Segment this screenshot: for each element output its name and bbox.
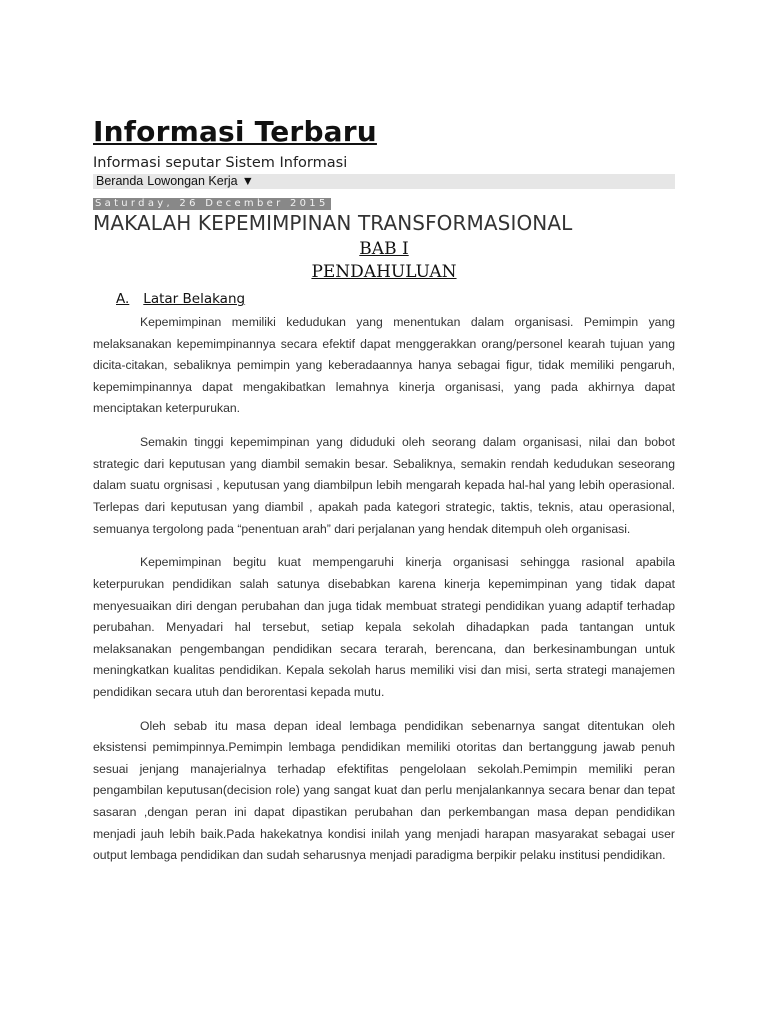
section-label: Latar Belakang: [143, 291, 246, 307]
site-description: Informasi seputar Sistem Informasi: [93, 155, 348, 171]
chapter-title: PENDAHULUAN: [311, 262, 457, 282]
post-title: MAKALAH KEPEMIMPINAN TRANSFORMASIONAL: [93, 211, 573, 235]
site-title[interactable]: Informasi Terbaru: [93, 115, 377, 148]
paragraph: Semakin tinggi kepemimpinan yang diduduki oleh seorang dalam organisasi, nilai dan bobot strategic dari keputusan yang diambil semakin besar. Sebaliknya, semakin rendah kedudukan seseorang dalam suatu orgnisasi , keputusan yang diambilpun lebih mengarah kepada hal-hal yang lebih operasional. Terlepas dari keputusan yang diambil , apakah pada kategori strategic, taktis, teknis, atau operasional, semuanya tergolong pada “penentuan arah” dari perjalanan yang hendak ditempuh oleh organisasi.: [93, 435, 675, 536]
post-date: Saturday, 26 December 2015: [95, 198, 329, 209]
chapter-number: BAB I: [359, 239, 409, 259]
nav-home-link[interactable]: Beranda: [96, 174, 144, 188]
chevron-down-icon[interactable]: ▼: [241, 174, 254, 188]
nav-bar: [93, 174, 675, 189]
paragraph: Kepemimpinan begitu kuat mempengaruhi kinerja organisasi sehingga rasional apabila keterpurukan pendidikan salah satunya disebabkan karena kinerja kepemimpinan yang tidak dapat menyesuaikan diri dengan perubahan dan juga tidak membuat strategi pendidikan yuang adaptif terhadap perubahan. Menyadari hal tersebut, setiap kepala sekolah dihadapkan pada tantangan untuk melaksanakan pengembangan pendidikan secara terarah, berencana, dan berkesinambungan untuk meningkatkan kualitas pendidikan. Kepala sekolah harus memiliki visi dan misi, serta strategi manajemen pendidikan secara utuh dan berorentasi kepada mutu.: [93, 555, 675, 699]
section-number: A.: [116, 291, 130, 307]
blog-page: [93, 112, 675, 879]
paragraph: Oleh sebab itu masa depan ideal lembaga pendidikan sebenarnya sangat ditentukan oleh eksistensi pemimpinnya.Pemimpin lembaga pendidikan memiliki otoritas dan bertanggung jawab penuh sesuai jenjang manajerialnya terhadap efektifitas pengelolaan sekolah.Pemimpin memiliki peran pengambilan keputusan(decision role) yang sangat kuat dan perlu menjalankannya secara benar dan tepat sasaran ,dengan peran ini dapat dipastikan perubahan dan perkembangan masa depan pendidikan menjadi jauh lebih baik.Pada hakekatnya kondisi inilah yang menjadi harapan masyarakat sebagai user output lembaga pendidikan dan sudah seharusnya menjadi paradigma berpikir pelaku institusi pendidikan.: [93, 718, 675, 863]
paragraph: Kepemimpinan memiliki kedudukan yang menentukan dalam organisasi. Pemimpin yang melaksanakan kepemimpinannya secara efektif dapat menggerakkan orang/personel kearah tujuan yang dicita-citakan, sebaliknya pemimpin yang keberadaannya hanya sebagai figur, tidak memiliki pengaruh, kepemimpinannya dapat mengakibatkan lemahnya kinerja organisasi, yang pada akhirnya dapat menciptakan keterpurukan.: [93, 315, 675, 416]
section-heading: [116, 290, 675, 308]
nav-jobs-link[interactable]: Lowongan Kerja: [147, 174, 238, 188]
